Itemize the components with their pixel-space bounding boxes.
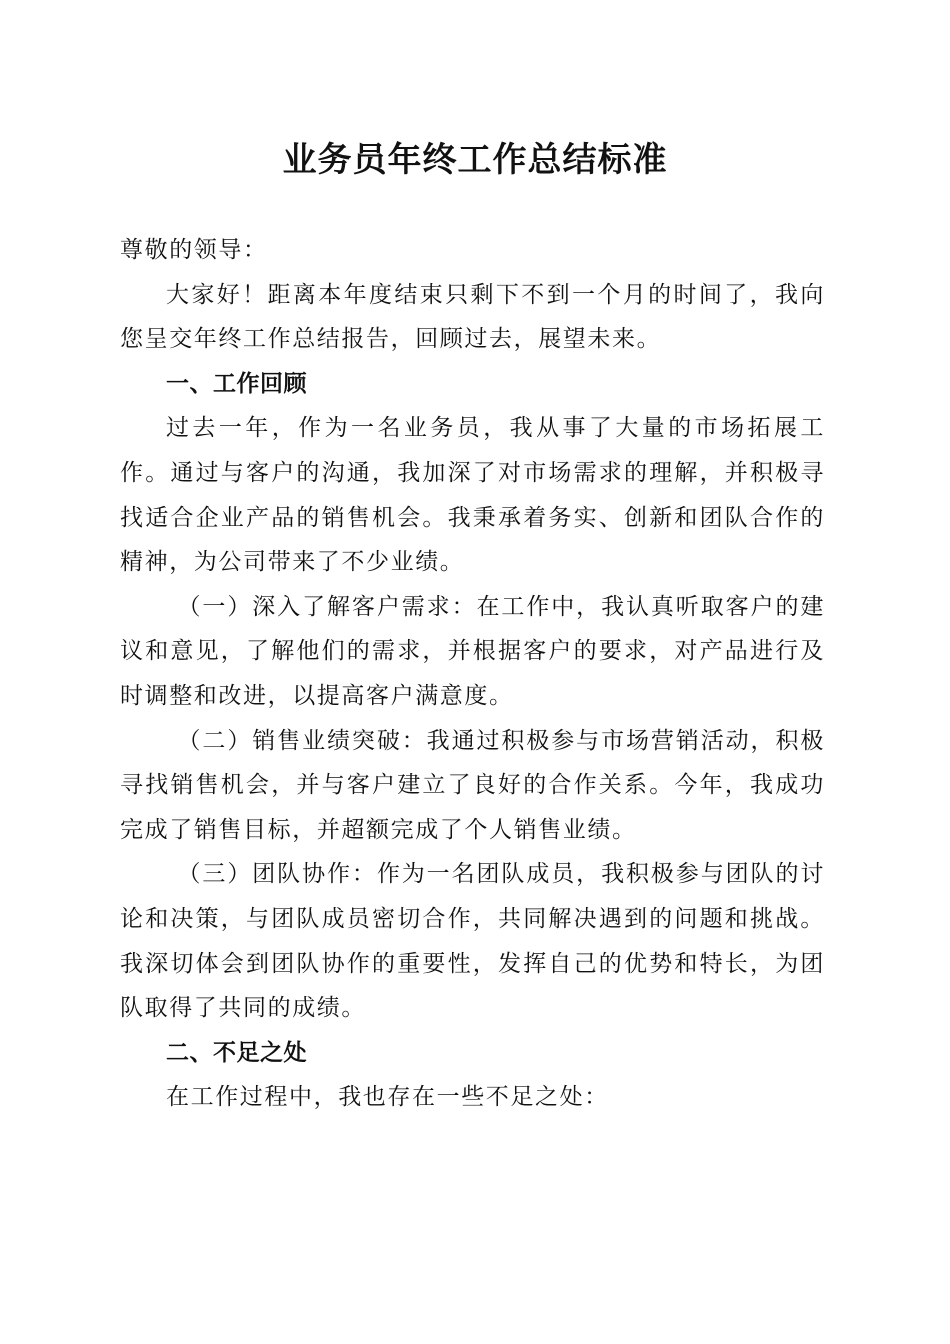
work-review-paragraph: 过去一年，作为一名业务员，我从事了大量的市场拓展工作。通过与客户的沟通，我加深了对市场需求的理解，并积极寻找适合企业产品的销售机会。我秉承着务实、创新和团队合作的精神，为公司带来了不少业绩。 [120,415,825,576]
review-item-sales-breakthrough: （二）销售业绩突破：我通过积极参与市场营销活动，积极寻找销售机会，并与客户建立了良好的合作关系。今年，我成功完成了销售目标，并超额完成了个人销售业绩。 [120,727,825,843]
intro-paragraph: 大家好！距离本年度结束只剩下不到一个月的时间了，我向您呈交年终工作总结报告，回顾过去，展望未来。 [120,281,825,353]
document-title: 业务员年终工作总结标准 [282,140,668,180]
review-item-teamwork: （三）团队协作：作为一名团队成员，我积极参与团队的讨论和决策，与团队成员密切合作，共同解决遇到的问题和挑战。我深切体会到团队协作的重要性，发挥自己的优势和特长，为团队取得了共同的成绩。 [120,861,825,1022]
section-heading-shortcomings: 二、不足之处 [166,1039,307,1066]
review-item-customer-needs: （一）深入了解客户需求：在工作中，我认真听取客户的建议和意见，了解他们的需求，并根据客户的要求，对产品进行及时调整和改进，以提高客户满意度。 [120,593,825,709]
salutation: 尊敬的领导： [120,237,268,263]
document-body [120,228,825,1120]
section-heading-work-review: 一、工作回顾 [166,370,307,397]
shortcomings-paragraph: 在工作过程中，我也存在一些不足之处： [166,1084,609,1111]
